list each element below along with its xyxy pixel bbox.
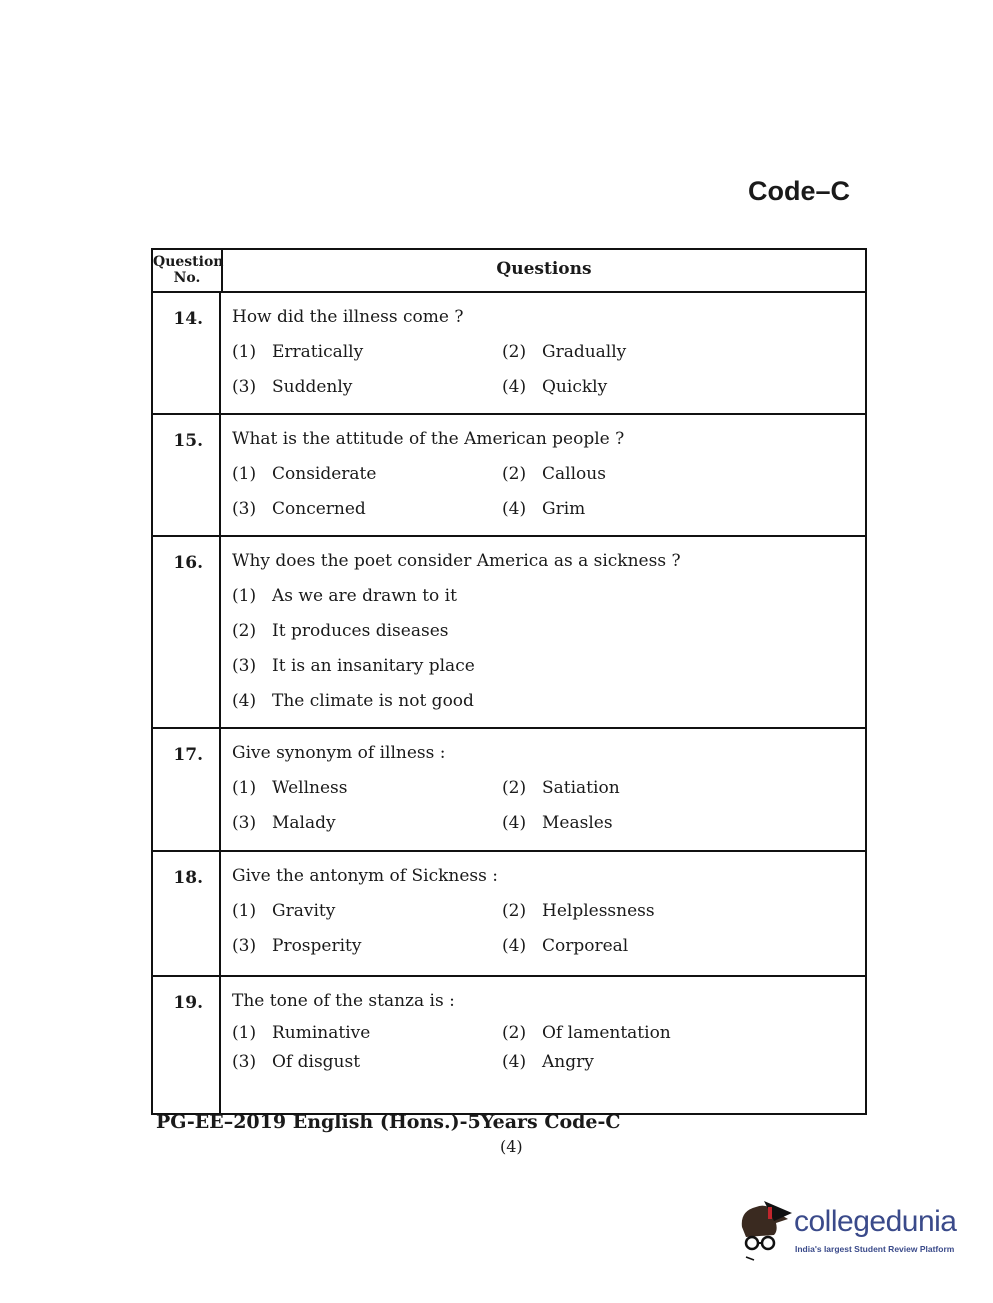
question-text: What is the attitude of the American people ? bbox=[232, 429, 625, 449]
question-number: 14. bbox=[153, 293, 221, 413]
question-number: 16. bbox=[153, 537, 221, 727]
question-row bbox=[153, 729, 865, 852]
questions-table bbox=[151, 248, 867, 1115]
question-text: Why does the poet consider America as a sickness ? bbox=[232, 551, 681, 571]
option: (1) Considerate bbox=[232, 464, 377, 484]
paper-code: Code–C bbox=[748, 176, 851, 206]
question-number: 17. bbox=[153, 729, 221, 850]
option: (3) Malady bbox=[232, 813, 336, 833]
question-text: Give the antonym of Sickness : bbox=[232, 866, 498, 886]
option: (4) Corporeal bbox=[502, 936, 629, 956]
option: (2) It produces diseases bbox=[232, 621, 449, 641]
brand-name: collegedunia bbox=[794, 1205, 957, 1238]
option: (1) Gravity bbox=[232, 901, 336, 921]
question-row bbox=[153, 977, 865, 1113]
option: (3) Of disgust bbox=[232, 1052, 361, 1072]
footer-title: PG-EE–2019 English (Hons.)-5Years Code-C bbox=[156, 1111, 621, 1133]
question-text: Give synonym of illness : bbox=[232, 743, 446, 763]
table-header bbox=[153, 250, 865, 293]
mascot-icon bbox=[738, 1197, 794, 1263]
option: (2) Helplessness bbox=[502, 901, 655, 921]
column-header-number: Question No. bbox=[153, 250, 223, 291]
question-number: 19. bbox=[153, 977, 221, 1113]
question-number: 15. bbox=[153, 415, 221, 535]
option: (4) Angry bbox=[502, 1052, 594, 1072]
option: (3) Suddenly bbox=[232, 377, 353, 397]
option: (3) Prosperity bbox=[232, 936, 362, 956]
option: (1) Erratically bbox=[232, 342, 364, 362]
page-number: (4) bbox=[500, 1137, 523, 1156]
option: (1) As we are drawn to it bbox=[232, 586, 457, 606]
option: (2) Satiation bbox=[502, 778, 620, 798]
option: (1) Ruminative bbox=[232, 1023, 371, 1043]
option: (4) Quickly bbox=[502, 377, 608, 397]
question-number: 18. bbox=[153, 852, 221, 975]
option: (4) Measles bbox=[502, 813, 613, 833]
option: (2) Gradually bbox=[502, 342, 627, 362]
question-row bbox=[153, 415, 865, 537]
question-text: How did the illness come ? bbox=[232, 307, 464, 327]
option: (4) The climate is not good bbox=[232, 691, 474, 711]
question-row bbox=[153, 293, 865, 415]
option: (2) Callous bbox=[502, 464, 606, 484]
option: (3) It is an insanitary place bbox=[232, 656, 475, 676]
question-text: The tone of the stanza is : bbox=[232, 991, 455, 1011]
collegedunia-logo bbox=[738, 1197, 963, 1267]
option: (1) Wellness bbox=[232, 778, 348, 798]
option: (2) Of lamentation bbox=[502, 1023, 671, 1043]
question-row bbox=[153, 852, 865, 977]
column-header-questions: Questions bbox=[496, 259, 592, 279]
option: (4) Grim bbox=[502, 499, 586, 519]
brand-tagline: India's largest Student Review Platform bbox=[795, 1244, 955, 1254]
question-row bbox=[153, 537, 865, 729]
option: (3) Concerned bbox=[232, 499, 366, 519]
